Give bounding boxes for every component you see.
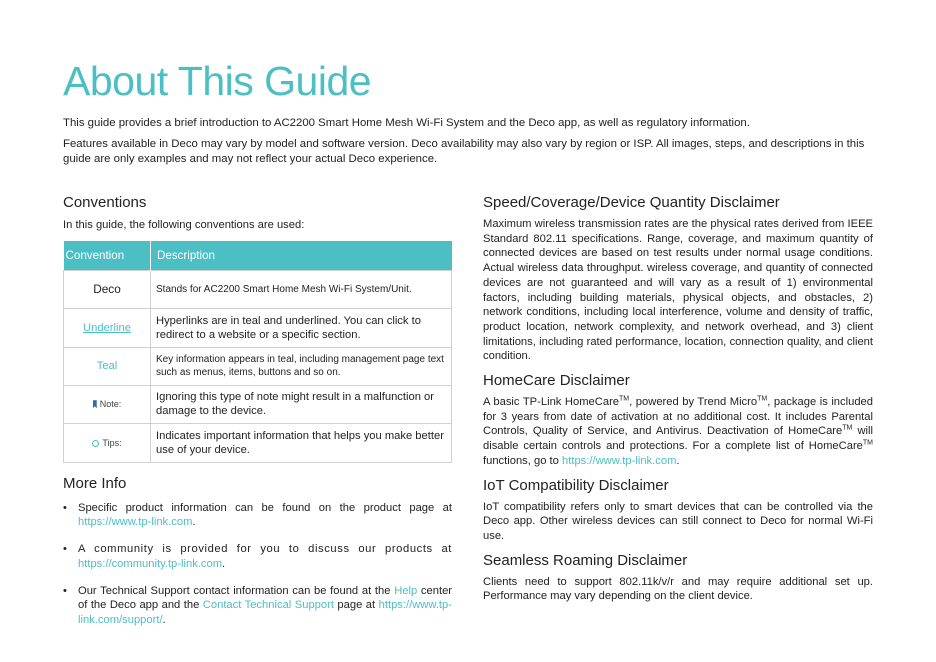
conventions-intro: In this guide, the following conventions are used: bbox=[63, 219, 305, 231]
convention-term: Deco bbox=[64, 270, 151, 308]
list-item-text: Our Technical Support contact information can be found at the bbox=[78, 584, 395, 597]
convention-term-cell bbox=[64, 308, 151, 347]
period: . bbox=[676, 454, 680, 467]
convention-term-cell bbox=[64, 385, 151, 423]
list-item bbox=[63, 584, 452, 628]
intro-paragraph-2: Features available in Deco may vary by model and software version. Deco availability may also vary by region or ISP. All images, steps, and descriptions in this guide are only examples and may not reflect your actual Deco experience. bbox=[63, 138, 865, 165]
convention-description: Ignoring this type of note might result in a malfunction or damage to the device. bbox=[151, 385, 452, 423]
table-row bbox=[64, 423, 452, 462]
convention-description: Key information appears in teal, including management page text such as menus, items, buttons and so on. bbox=[151, 347, 452, 385]
intro-section bbox=[63, 116, 873, 173]
more-info-list bbox=[63, 501, 452, 628]
table-row bbox=[64, 270, 452, 308]
period: . bbox=[162, 613, 166, 626]
more-info-heading: More Info bbox=[63, 474, 127, 492]
tp-link-home-link[interactable]: https://www.tp-link.com bbox=[78, 516, 193, 529]
homecare-text: functions, go to bbox=[483, 454, 562, 467]
iot-heading: IoT Compatibility Disclaimer bbox=[483, 476, 669, 494]
table-row bbox=[64, 385, 452, 423]
list-item-text: center of the Deco app and the bbox=[78, 584, 453, 612]
community-link[interactable]: https://community.tp-link.com bbox=[78, 557, 223, 570]
contact-support-link[interactable]: Contact Technical Support bbox=[202, 599, 334, 612]
homecare-text: A basic TP-Link HomeCare bbox=[483, 396, 620, 409]
list-item bbox=[63, 501, 452, 530]
homecare-text: , package is included for 3 years from date of activation at no additional cost. It includes Parental Controls, Quality of Service, and Antivirus. Deactivation of HomeCare bbox=[483, 396, 874, 438]
lightbulb-icon bbox=[92, 440, 99, 447]
right-column bbox=[483, 193, 873, 604]
table-header-row bbox=[64, 241, 452, 271]
list-item bbox=[63, 542, 452, 571]
list-item-text: A community is provided for you to discuss our products at bbox=[78, 543, 452, 556]
iot-body: IoT compatibility refers only to smart devices that can be controlled via the Deco app. Other wireless devices can still connect to Deco for normal Wi-Fi use. bbox=[483, 500, 873, 542]
list-item-text: Specific product information can be found on the product page at bbox=[78, 501, 452, 514]
convention-description: Stands for AC2200 Smart Home Mesh Wi-Fi System/Unit. bbox=[151, 270, 452, 308]
left-column bbox=[63, 193, 452, 640]
period: . bbox=[192, 516, 196, 529]
convention-term: Teal bbox=[64, 347, 151, 385]
tips-label: Tips: bbox=[102, 437, 122, 448]
speed-heading: Speed/Coverage/Device Quantity Disclaimer bbox=[483, 194, 780, 211]
underline-example-link[interactable]: Underline bbox=[83, 321, 131, 334]
list-item-text: page at bbox=[333, 599, 379, 612]
homecare-text: , powered by Trend Micro bbox=[629, 396, 758, 409]
speed-body: Maximum wireless transmission rates are the physical rates derived from IEEE Standard 802.11 specifications. Range, coverage, and maximum quantity of connected devices are based on test results under normal usage conditions. Actual wireless data throughput. wireless coverage, and quantity of connected devices are not guaranteed and will vary as a result of 1) environmental factors, including building materials, physical objects, and obstacles, 2) network conditions, including local interference, volume and density of traffic, product location, network complexity, and network overhead, and 3) client limitations, including rated performance, location, connection quality, and client condition. bbox=[483, 218, 873, 363]
homecare-link[interactable]: https://www.tp-link.com bbox=[562, 454, 677, 467]
bookmark-icon bbox=[93, 400, 97, 408]
trademark: TM bbox=[842, 424, 853, 432]
table-header-convention: Convention bbox=[64, 241, 151, 271]
convention-description: Indicates important information that helps you make better use of your device. bbox=[151, 423, 452, 462]
period: . bbox=[222, 557, 226, 570]
conventions-table bbox=[63, 241, 452, 463]
roaming-body: Clients need to support 802.11k/v/r and may require additional set up. Performance may vary depending on the client device. bbox=[483, 575, 873, 603]
conventions-heading: Conventions bbox=[63, 194, 147, 211]
table-header-description: Description bbox=[151, 241, 452, 271]
table-row bbox=[64, 308, 452, 347]
intro-paragraph-1: This guide provides a brief introduction to AC2200 Smart Home Mesh Wi-Fi System and the Deco app, as well as regulatory information. bbox=[63, 117, 750, 129]
note-label: Note: bbox=[99, 399, 122, 410]
roaming-heading: Seamless Roaming Disclaimer bbox=[483, 551, 688, 569]
trademark: TM bbox=[619, 395, 630, 403]
trademark: TM bbox=[757, 395, 768, 403]
bullet: • bbox=[63, 543, 68, 556]
homecare-heading: HomeCare Disclaimer bbox=[483, 372, 630, 390]
table-row bbox=[64, 347, 452, 385]
page-title: About This Guide bbox=[63, 58, 372, 104]
trademark: TM bbox=[862, 439, 873, 447]
support-page-link[interactable]: https://www.tp-link.com/support/ bbox=[78, 599, 452, 626]
convention-term-cell bbox=[64, 423, 151, 462]
convention-description: Hyperlinks are in teal and underlined. You can click to redirect to a website or a specific section. bbox=[151, 308, 452, 347]
homecare-text: will disable certain controls and protections. For a complete list of HomeCare bbox=[483, 425, 873, 453]
bullet: • bbox=[63, 584, 67, 597]
homecare-body bbox=[483, 395, 873, 469]
help-link[interactable]: Help bbox=[394, 584, 418, 597]
bullet: • bbox=[63, 501, 67, 514]
